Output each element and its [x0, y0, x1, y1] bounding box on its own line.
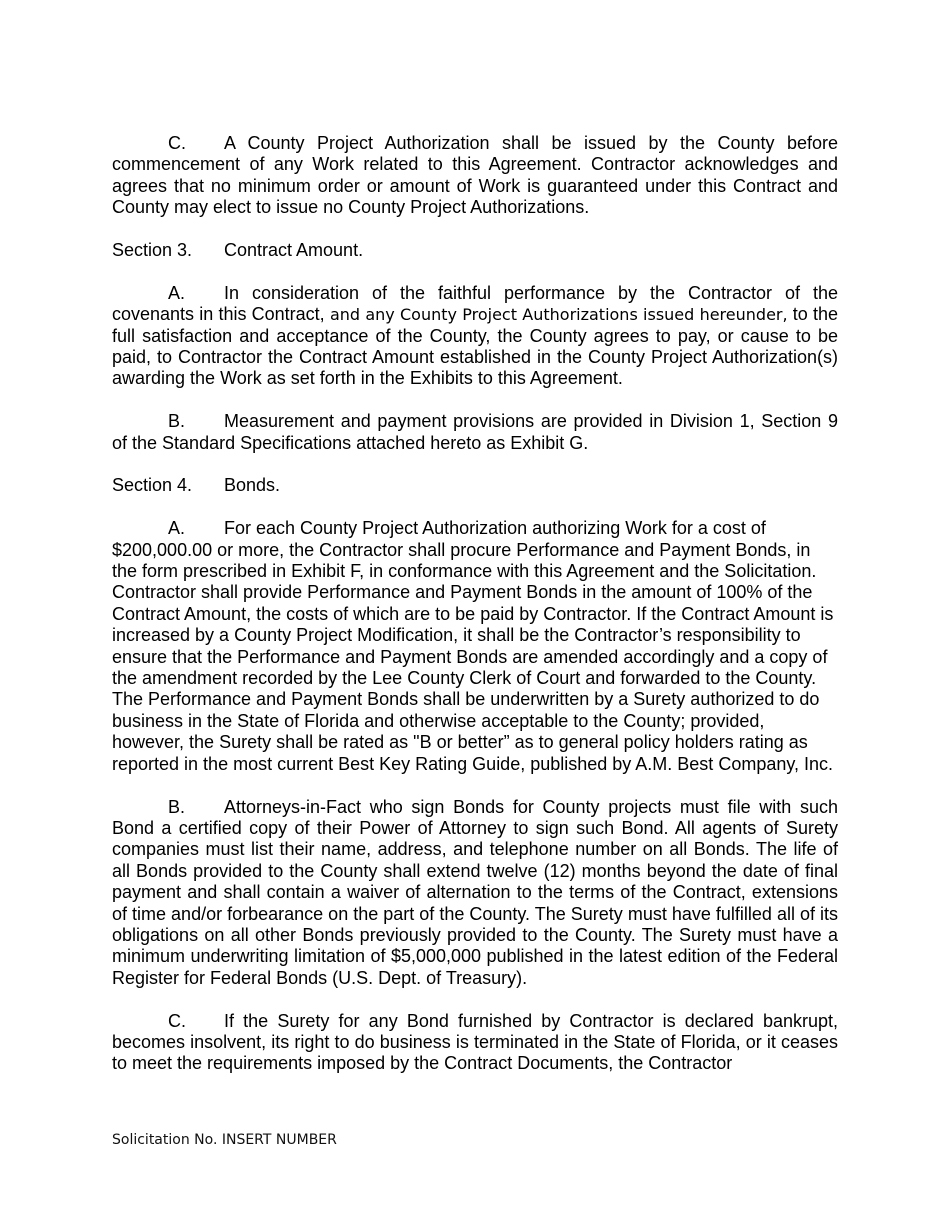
page-footer: Solicitation No. INSERT NUMBER — [112, 1132, 337, 1148]
paragraph-label: B. — [168, 411, 186, 432]
section-title: Bonds. — [224, 475, 281, 496]
section-number: Section 3. — [112, 240, 193, 261]
paragraph-label: B. — [168, 796, 186, 817]
document-body — [112, 133, 838, 1096]
paragraph-text: Attorneys-in-Fact who sign Bonds for County projects must file with such Bond a certified copy of their Power of Attorney to sign such Bond. All agents of Surety companies must list their name, address, and telephone number on all Bonds. The life of all Bonds provided to the County shall extend twelve (12) months beyond the date of final payment and shall contain a waiver of alternation to the terms of the Contract, extensions of time and/or forbearance on the part of the County. The Surety must have fulfilled all of its obligations on all other Bonds previously provided to the County. The Surety must have a minimum underwriting limitation of $5,000,000 published in the latest edition of the Federal Register for Federal Bonds (U.S. Dept. of Treasury). — [112, 796, 838, 988]
paragraph-text: For each County Project Authorization authorizing Work for a cost of $200,000.00 or more, the Contractor shall procure Performance and Payment Bonds, in the form prescribed in Exhibit F, in conformance with this Agreement and the Solicitation. Contractor shall provide Performance and Payment Bonds in the amount of 100% of the Contract Amount, the costs of which are to be paid by Contractor. If the Contract Amount is increased by a County Project Modification, it shall be the Contractor’s responsibility to ensure that the Performance and Payment Bonds are amended accordingly and a copy of the amendment recorded by the Lee County Clerk of Court and forwarded to the County. The Performance and Payment Bonds shall be underwritten by a Surety authorized to do business in the State of Florida and otherwise acceptable to the County; provided, however, the Surety shall be rated as "B or better” as to general policy holders rating as reported in the most current Best Key Rating Guide, published by A.M. Best Company, Inc. — [112, 518, 834, 774]
section-3-heading — [112, 240, 838, 261]
paragraph-4a — [112, 518, 838, 775]
paragraph-4b — [112, 797, 838, 990]
section-4-heading — [112, 475, 838, 496]
paragraph-label: C. — [168, 1010, 186, 1031]
paragraph-text-inserted: and any County Project Authorizations issued hereunder, — [324, 305, 788, 325]
paragraph-3b — [112, 411, 838, 454]
section-title: Contract Amount. — [224, 240, 364, 261]
paragraph-text: Measurement and payment provisions are provided in Division 1, Section 9 of the Standard Specifications attached hereto as Exhibit G. — [112, 411, 838, 453]
paragraph-text: If the Surety for any Bond furnished by Contractor is declared bankrupt, becomes insolvent, its right to do business is terminated in the State of Florida, or it ceases to meet the requirements imposed by the Contract Documents, the Contractor — [112, 1010, 838, 1074]
paragraph-label: C. — [168, 133, 186, 153]
paragraph-label: A. — [168, 282, 186, 303]
paragraph-4c — [112, 1011, 838, 1075]
section-number: Section 4. — [112, 475, 193, 496]
paragraph-text: to the full satisfaction and acceptance of the County, the County agrees to pay, or cause to be paid, to Contractor the Contract Amount established in the County Project Authorization(s) awarding the Work as set forth in the Exhibits to this Agreement. — [112, 304, 838, 389]
paragraph-label: A. — [168, 518, 186, 539]
paragraph-3c — [112, 133, 838, 219]
paragraph-3a — [112, 283, 838, 390]
paragraph-text: A County Project Authorization shall be issued by the County before commencement of any Work related to this Agreement. Contractor acknowledges and agrees that no minimum order or amount of Work is guaranteed under this Contract and County may elect to issue no County Project Authorizations. — [112, 133, 838, 218]
paragraph-text: In consideration of the faithful performance by the Contractor of the covenants in this Contract, — [112, 282, 838, 325]
